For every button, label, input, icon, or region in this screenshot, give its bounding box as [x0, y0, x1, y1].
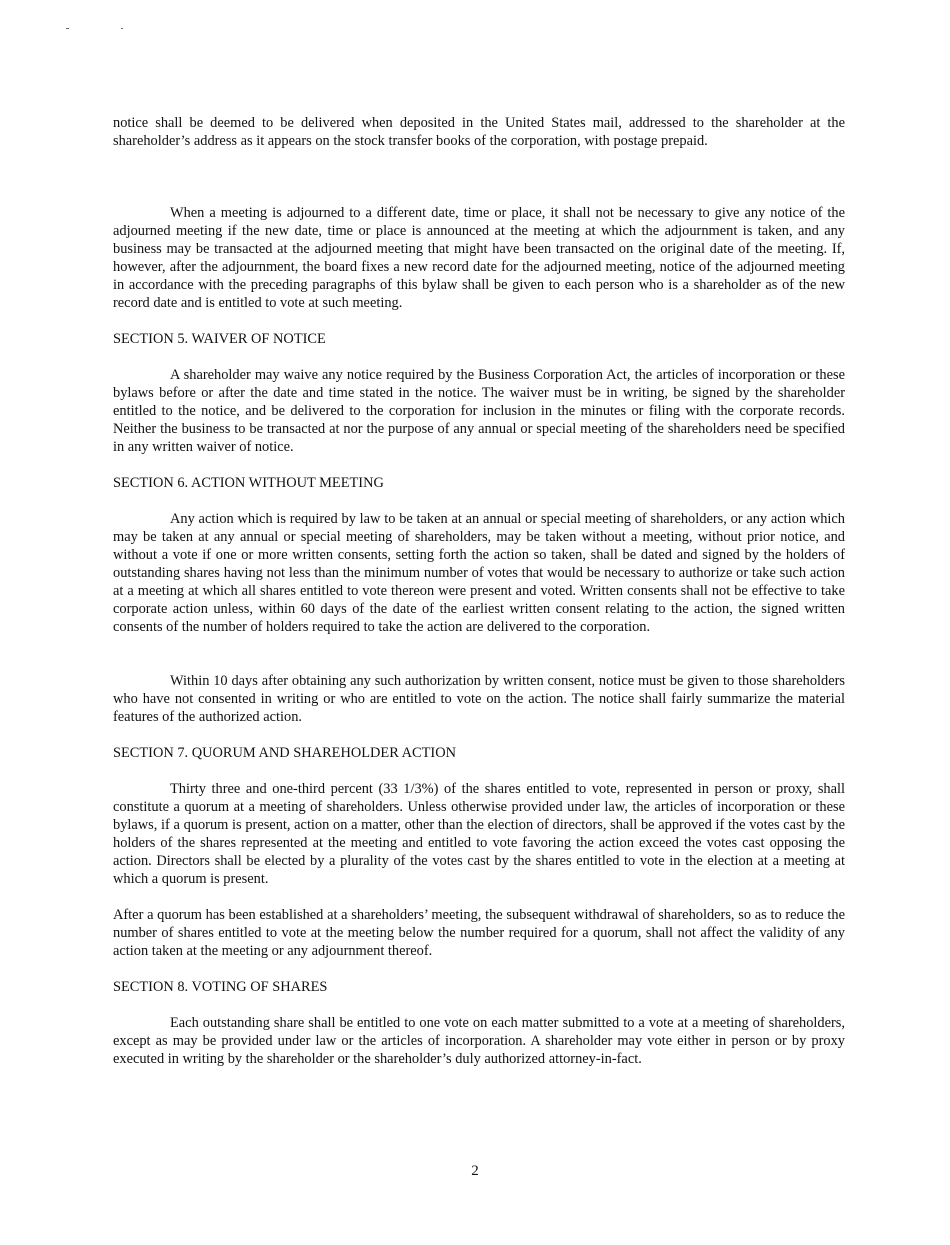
section-heading: SECTION 6. ACTION WITHOUT MEETING	[113, 475, 384, 491]
scan-artifact	[121, 28, 123, 29]
section-6-body-2	[113, 672, 845, 726]
paragraph-text: Any action which is required by law to be taken at an annual or special meeting of shareholders, or any action which may be taken at any annual or special meeting of shareholders, may be taken without a meeting, without prior notice, and without a vote if one or more written consents, setting forth the action so taken, shall be dated and signed by the holders of outstanding shares having not less than the minimum number of votes that would be necessary to authorize or take such action at a meeting at which all shares entitled to vote thereon were present and voted. Written consents shall not be effective to take corporate action unless, within 60 days of the date of the earliest written consent relating to the action, the signed written consents of the number of holders required to take the action are delivered to the corporation.	[113, 511, 845, 635]
paragraph-text: When a meeting is adjourned to a different date, time or place, it shall not be necessary to give any notice of the adjourned meeting if the new date, time or place is announced at the meeting at which the adjournment is taken, and any business may be transacted at the adjourned meeting that might have been transacted on the original date of the meeting. If, however, after the adjournment, the board fixes a new record date for the adjourned meeting, notice of the adjourned meeting in accordance with the preceding paragraphs of this bylaw shall be given to each person who is a shareholder as of the new record date and is entitled to vote at such meeting.	[113, 205, 845, 311]
paragraph-adjourned-meeting	[113, 204, 845, 312]
section-5-body	[113, 366, 845, 456]
page-number: 2	[471, 1163, 479, 1179]
section-6-body-1	[113, 510, 845, 636]
section-heading: SECTION 5. WAIVER OF NOTICE	[113, 331, 326, 347]
section-heading: SECTION 8. VOTING OF SHARES	[113, 979, 328, 995]
scan-artifact	[66, 28, 69, 29]
paragraph-text: Within 10 days after obtaining any such authorization by written consent, notice must be given to those shareholders who have not consented in writing or who are entitled to vote on the action. The notice shall fairly summarize the material features of the authorized action.	[113, 673, 845, 725]
paragraph-text: A shareholder may waive any notice required by the Business Corporation Act, the articles of incorporation or these bylaws before or after the date and time stated in the notice. The waiver must be in writing, be signed by the shareholder entitled to the notice, and be delivered to the corporation for inclusion in the minutes or filing with the corporate records. Neither the business to be transacted at nor the purpose of any annual or special meeting of the shareholders need be specified in any written waiver of notice.	[113, 367, 845, 455]
paragraph-text: Each outstanding share shall be entitled to one vote on each matter submitted to a vote at a meeting of shareholders, except as may be provided under law or the articles of incorporation. A shareholder may vote either in person or by proxy executed in writing by the shareholder or the shareholder’s duly authorized attorney-in-fact.	[113, 1015, 845, 1067]
section-7-body-1	[113, 780, 845, 888]
section-7-body-2	[113, 906, 845, 960]
section-7	[113, 744, 845, 762]
paragraph-mail-delivery	[113, 114, 845, 150]
section-heading: SECTION 7. QUORUM AND SHAREHOLDER ACTION	[113, 745, 456, 761]
paragraph-text: notice shall be deemed to be delivered when deposited in the United States mail, addressed to the shareholder at the shareholder’s address as it appears on the stock transfer books of the corporation, with postage prepaid.	[113, 115, 845, 149]
section-8	[113, 978, 845, 996]
section-6	[113, 474, 845, 492]
section-8-body	[113, 1014, 845, 1068]
section-5	[113, 330, 845, 348]
paragraph-text: Thirty three and one-third percent (33 1/3%) of the shares entitled to vote, represented in person or proxy, shall constitute a quorum at a meeting of shareholders. Unless otherwise provided under law, the articles of incorporation or these bylaws, if a quorum is present, action on a matter, other than the election of directors, shall be approved if the votes cast by the holders of the shares represented at the meeting and entitled to vote favoring the action exceed the votes cast opposing the action. Directors shall be elected by a plurality of the votes cast by the shares entitled to vote in the election at a meeting at which a quorum is present.	[113, 781, 845, 887]
paragraph-text: After a quorum has been established at a shareholders’ meeting, the subsequent withdrawal of shareholders, so as to reduce the number of shares entitled to vote at the meeting below the number required for a quorum, shall not affect the validity of any action taken at the meeting or any adjournment thereof.	[113, 907, 845, 959]
